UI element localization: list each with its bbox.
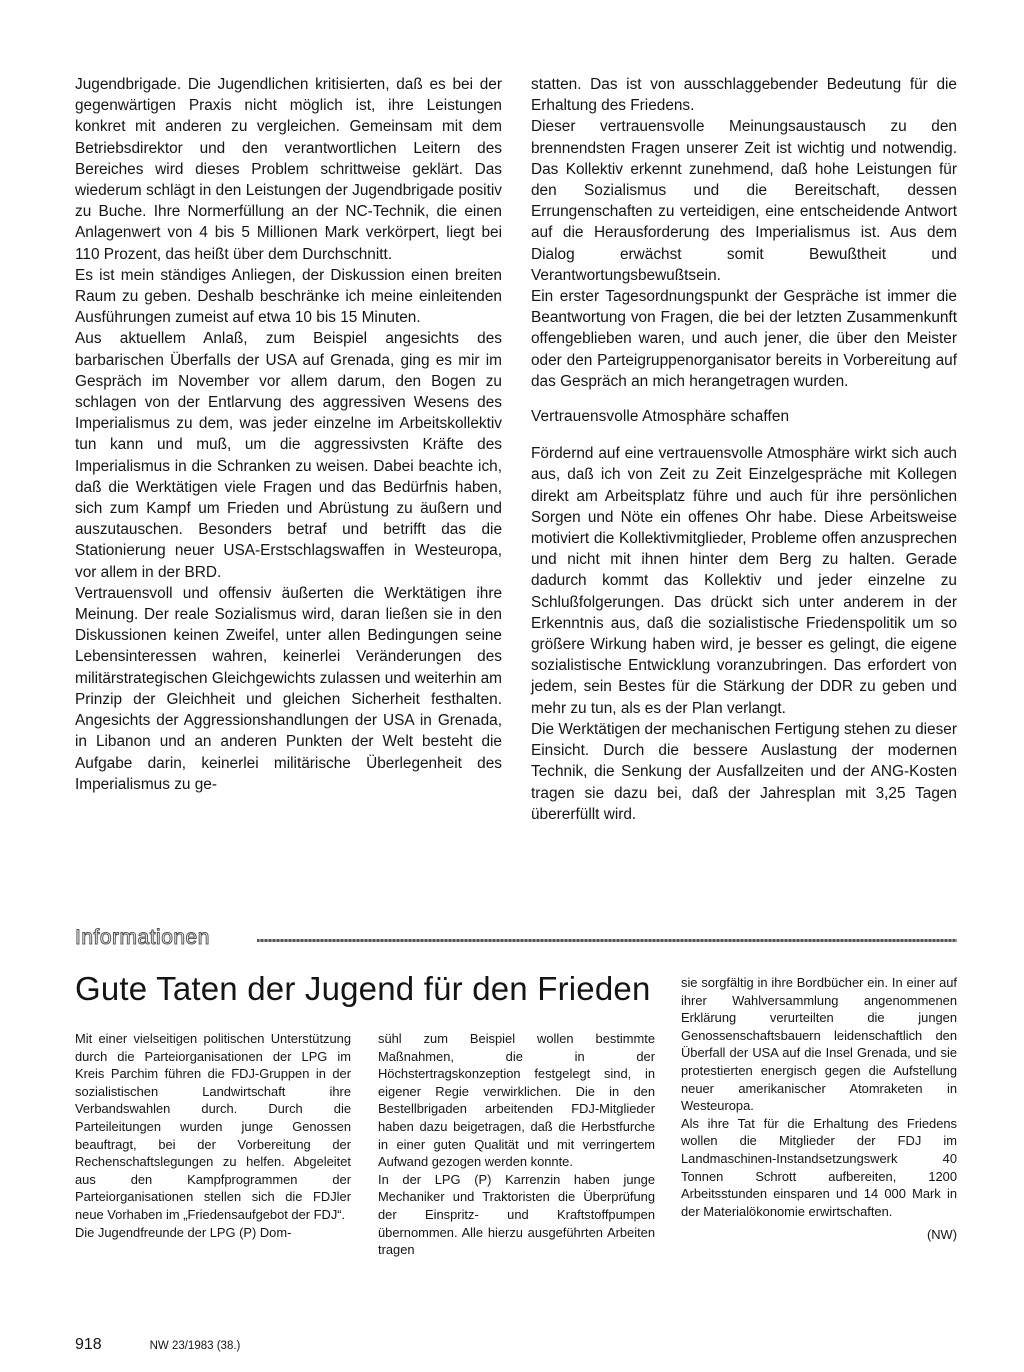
news-paragraph: Mit einer vielseitigen politischen Unterstützung durch die Parteiorganisationen der LPG im Kreis Parchim führen die FDJ-Gruppen in der sozialistischen Landwirtschaft ihre Verbandswahlen durch. Durch die Parteileitungen wurden junge Genossen beauftragt, bei der Vorbereitung der Rechenschaftslegungen zu helfen. Abgeleitet aus den Kampfprogrammen der Parteiorganisationen stellen sich die FDJler neue Vorhaben im „Friedensaufgebot der FDJ“. xyxy=(75,1031,351,1222)
article-paragraph: Fördernd auf eine vertrauensvolle Atmosphäre wirkt sich auch aus, daß ich von Zeit zu Zeit Einzelgespräche mit Kollegen direkt am Arbeitsplatz führe und auch für ihre persönlichen Sorgen und Nöte ein offenes Ohr habe. Diese Arbeitsweise motiviert die Kollektivmitglieder, Probleme offen anzusprechen und nicht mit ihnen hinter dem Berg zu halten. Gerade dadurch kommt das Kollektiv und jeder einzelne zu Schlußfolgerungen. Das drückt sich unter anderem in der Erkenntnis aus, daß die sozialistische Friedenspolitik um so größere Wirkung haben wird, je besser es gelingt, die eigene sozialistische Entwicklung voranzubringen. Das erfordert von jedem, sein Bestes für die Stärkung der DDR zu geben und mehr zu tun, als es der Plan verlangt. xyxy=(531,445,957,717)
news-paragraph: sie sorgfältig in ihre Bordbücher ein. In einer auf ihrer Wahlversammlung angenommenen Erklärung verurteilten die jungen Genossenschaftsbauern leidenschaftlich den Überfall der USA auf die Insel Grenada, und sie protestierten energisch gegen die Aufstellung neuer amerikanischer Atomraketen in Westeuropa. xyxy=(681,975,957,1114)
issue-label: NW 23/1983 (38.) xyxy=(149,1340,241,1352)
section-rule xyxy=(257,939,957,942)
article-paragraph: Aus aktuellem Anlaß, zum Beispiel angesichts des barbarischen Überfalls der USA auf Grenada, ging es mir im Gespräch im November vor allem darum, den Bogen zu schlagen von der Entlarvung des aggressiven Wesens des Imperialismus zu dem, was jeder einzelne im Arbeitskollektiv tun kann und muß, um die aggressivsten Kräfte des Imperialismus in die Schranken zu weisen. Dabei beachte ich, daß die Werktätigen viele Fragen und das Bedürfnis haben, sich zum Kampf um Frieden und Abrüstung zu äußern und auszutauschen. Besonders betraf und betrifft das die Stationierung neuer USA-Erstschlagswaffen in Westeuropa, vor allem in der BRD. xyxy=(75,330,502,581)
article-column-right xyxy=(531,74,957,825)
news-paragraph: sühl zum Beispiel wollen bestimmte Maßnahmen, die in der Höchstertragskonzeption festgelegt sind, in eigener Regie verwirklichen. Die in den Bestellbrigaden arbeitenden FDJ-Mitglieder haben dazu beigetragen, daß die Herbstfurche in einer guten Qualität und mit verringertem Aufwand gezogen werden konnte. xyxy=(378,1031,655,1170)
article-paragraph: Dieser vertrauensvolle Meinungsaustausch zu den brennendsten Fragen unserer Zeit ist wichtig und notwendig. Das Kollektiv erkennt zunehmend, daß hohe Leistungen für den Sozialismus und die Bereitschaft, dessen Errungenschaften zu verteidigen, eine entscheidende Antwort auf die Herausforderung des Imperialismus ist. Aus dem Dialog erwächst somit Bewußtheit und Verantwortungsbewußtsein. xyxy=(531,118,957,284)
article-paragraph: Ein erster Tagesordnungspunkt der Gespräche ist immer die Beantwortung von Fragen, die bei der letzten Zusammenkunft offengeblieben waren, und auch jener, die über den Meister oder den Parteigruppenorganisator bereits in Vorbereitung auf das Gespräch an mich herangetragen wurden. xyxy=(531,288,957,390)
news-headline: Gute Taten der Jugend für den Frieden xyxy=(75,970,651,1007)
news-paragraph: In der LPG (P) Karrenzin haben junge Mechaniker und Traktoristen die Überprüfung der Einspritz- und Kraftstoffpumpen übernommen. Alle hierzu ausgeführten Arbeiten tragen xyxy=(378,1171,655,1258)
news-column-2 xyxy=(378,1030,655,1259)
section-label: Informationen xyxy=(75,926,210,949)
section-header xyxy=(75,926,957,950)
article-paragraph: Es ist mein ständiges Anliegen, der Diskussion einen breiten Raum zu geben. Deshalb beschränke ich meine einleitenden Ausführungen zumeist auf etwa 10 bis 15 Minuten. xyxy=(75,266,502,327)
news-column-1 xyxy=(75,1030,351,1241)
page-footer xyxy=(75,1334,240,1356)
article-paragraph: Jugendbrigade. Die Jugendlichen kritisierten, daß es bei der gegenwärtigen Praxis nicht möglich ist, ihre Leistungen konkret mit anderen zu vergleichen. Gemeinsam mit dem Betriebsdirektor und den verantwortlichen Leitern des Bereiches wird dieses Problem schrittweise geklärt. Das wiederum schlägt in den Leistungen der Jugendbrigade positiv zu Buche. Ihre Normerfüllung an der NC-Technik, die einen Anlagenwert von 4 bis 5 Millionen Mark verkörpert, liegt bei 110 Prozent, das heißt über dem Durchschnitt. xyxy=(75,76,502,263)
news-paragraph: Die Jugendfreunde der LPG (P) Dom- xyxy=(75,1224,292,1240)
article-subheading: Vertrauensvolle Atmosphäre schaffen xyxy=(531,408,790,426)
news-signature: (NW) xyxy=(926,1227,957,1243)
article-paragraph: statten. Das ist von ausschlaggebender Bedeutung für die Erhaltung des Friedens. xyxy=(531,76,957,115)
news-paragraph: Als ihre Tat für die Erhaltung des Friedens wollen die Mitglieder der FDJ im Landmaschinen-Instandsetzungswerk 40 Tonnen Schrott aufbereiten, 1200 Arbeitsstunden einsparen und 14 000 Mark in der Materialökonomie erwirtschaften. xyxy=(681,1115,957,1219)
news-column-3 xyxy=(681,974,957,1244)
article-column-left xyxy=(75,74,502,795)
page-number: 918 xyxy=(75,1336,102,1353)
article-paragraph: Die Werktätigen der mechanischen Fertigung stehen zu dieser Einsicht. Durch die bessere Auslastung der modernen Technik, die Senkung der Ausfallzeiten und der ANG-Kosten tragen sie dazu bei, daß der Jahresplan mit 3,25 Tagen übererfüllt wird. xyxy=(531,720,957,823)
article-paragraph: Vertrauensvoll und offensiv äußerten die Werktätigen ihre Meinung. Der reale Sozialismus wird, daran ließen sie in den Diskussionen keinen Zweifel, unter allen Bedingungen seine Lebensinteressen wahren, keinerlei Veränderungen des militärstrategischen Gleichgewichts zulassen und weiterhin am Prinzip der Gleichheit und gleichen Sicherheit festhalten. Angesichts der Aggressionshandlungen der USA in Grenada, in Libanon und an anderen Punkten der Welt besteht die Aufgabe darin, keinerlei militärische Überlegenheit des Imperialismus zu ge- xyxy=(75,584,502,793)
